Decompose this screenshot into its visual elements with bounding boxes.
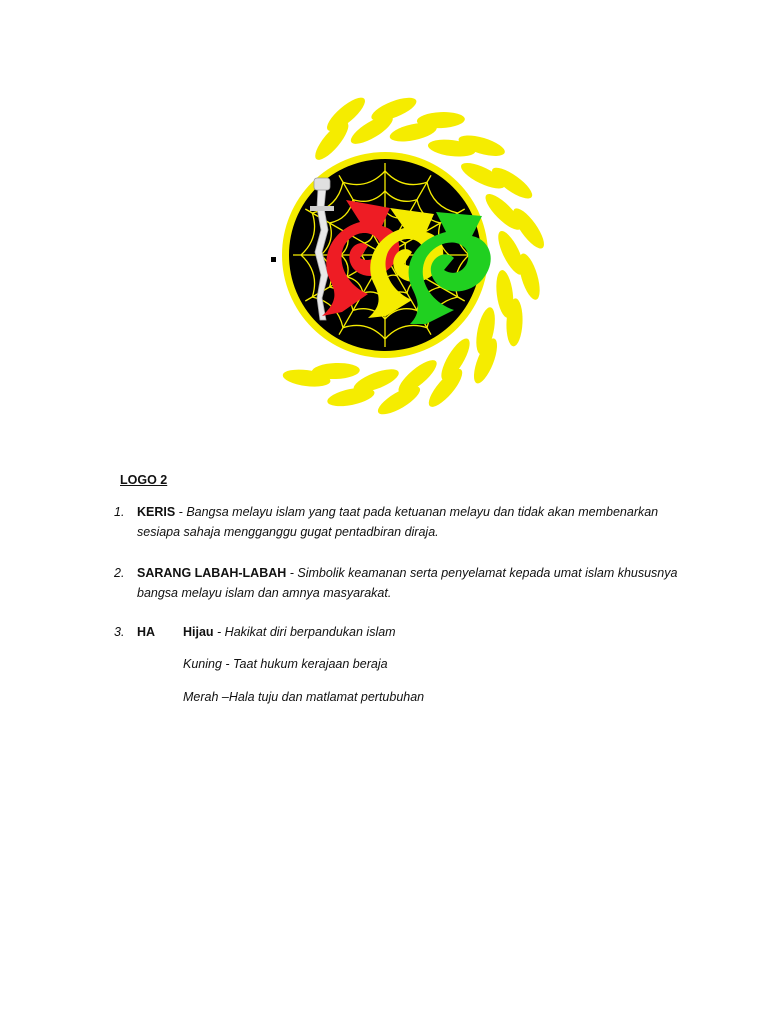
color-description: Hakikat diri berpandukan islam	[224, 625, 396, 639]
color-name: Kuning	[183, 657, 222, 671]
list-item-body	[137, 563, 682, 603]
list-item-term: KERIS	[137, 505, 176, 519]
list-number: 3.	[114, 625, 125, 639]
stray-dot-mark	[271, 257, 276, 262]
list-item-body	[137, 502, 682, 542]
list-item-term: SARANG LABAH-LABAH	[137, 566, 287, 580]
list-item-description: Simbolik keamanan serta penyelamat kepada umat islam khususnya bangsa melayu islam dan amnya masyarakat.	[137, 566, 678, 600]
list-item-separator: -	[175, 505, 187, 519]
section-heading: LOGO 2	[120, 473, 168, 487]
color-separator: -	[213, 625, 225, 639]
list-item-separator: -	[286, 566, 298, 580]
color-meaning-row	[183, 687, 424, 707]
list-item-term: HA	[137, 625, 156, 639]
color-description: Hala tuju dan matlamat pertubuhan	[228, 690, 425, 704]
color-meaning-row	[183, 622, 396, 642]
organization-logo	[250, 80, 570, 420]
list-number: 2.	[114, 566, 125, 580]
list-number: 1.	[114, 505, 125, 519]
color-name: Merah	[183, 690, 219, 704]
color-description: Taat hukum kerajaan beraja	[233, 657, 388, 671]
list-item-description: Bangsa melayu islam yang taat pada ketuanan melayu dan tidak akan membenarkan sesiapa sahaja mengganggu gugat pentadbiran diraja.	[137, 505, 659, 539]
color-separator: -	[221, 657, 234, 671]
color-meaning-row	[183, 654, 388, 674]
color-separator: –	[218, 690, 229, 704]
color-name: Hijau	[183, 625, 214, 639]
